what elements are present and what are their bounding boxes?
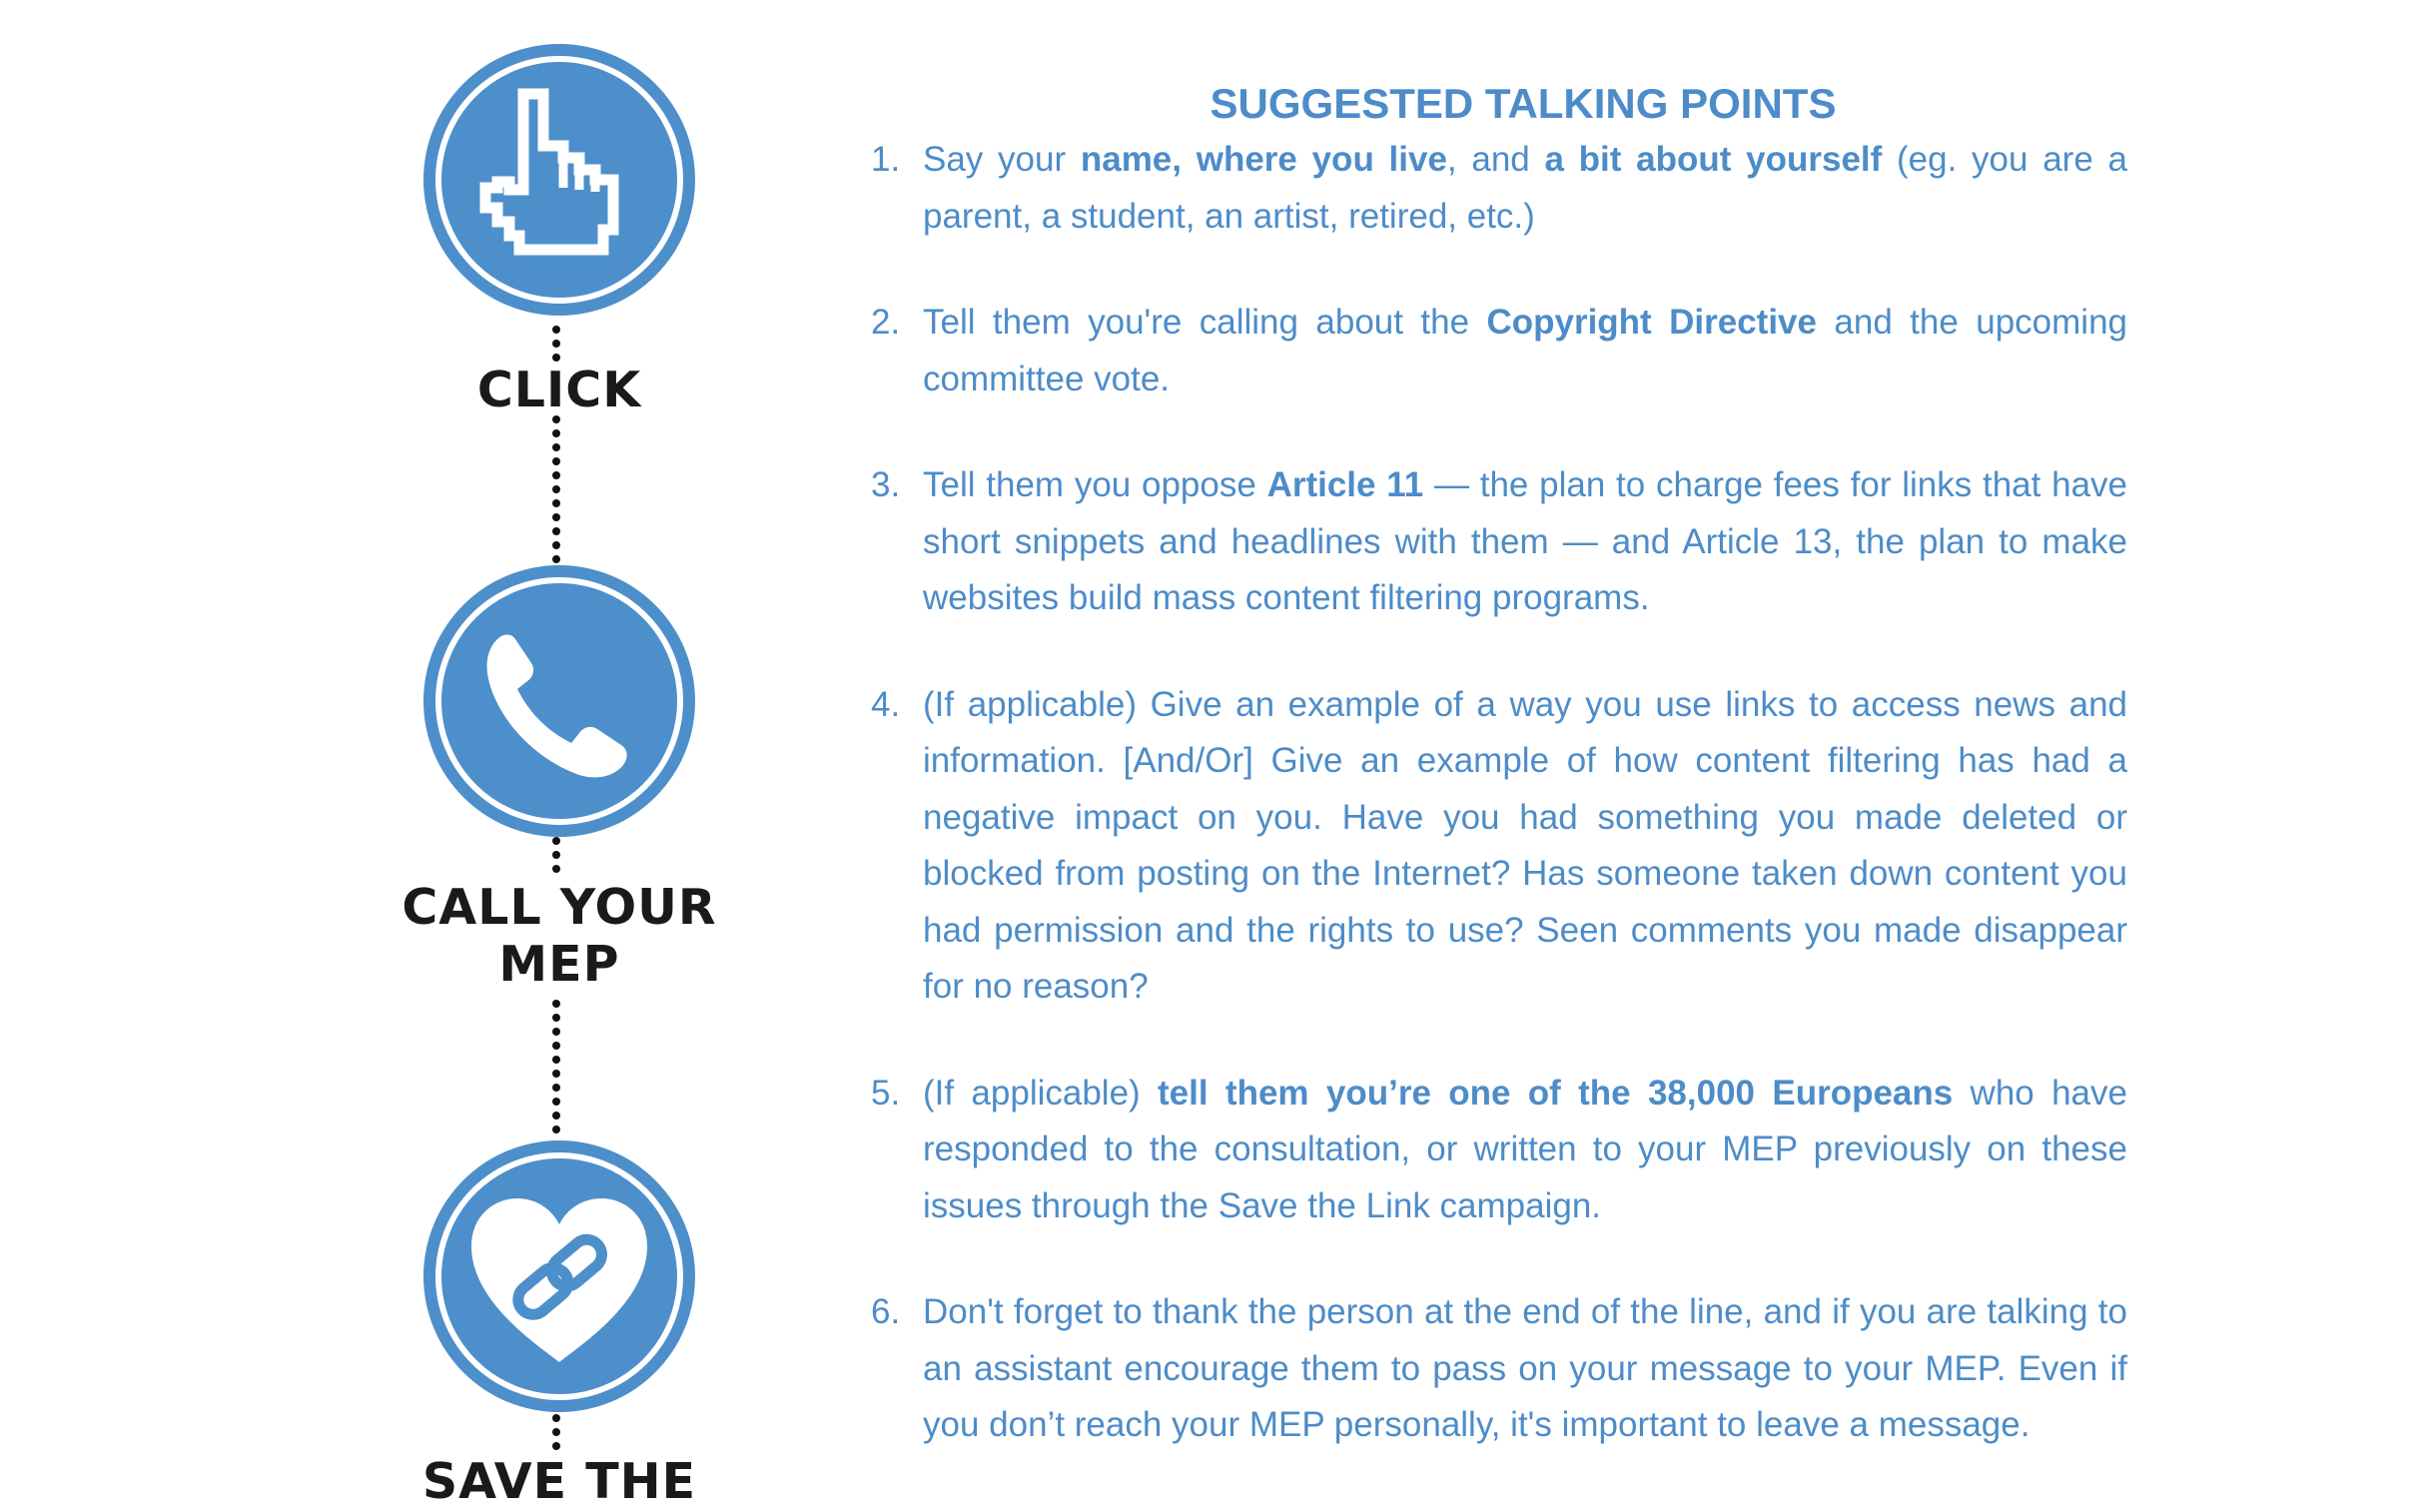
talking-points-list: [859, 132, 2127, 1454]
step-label-call-line1: CALL YOUR: [402, 879, 717, 936]
save-step-circle: [419, 1136, 699, 1416]
step-label-click: CLICK: [476, 362, 642, 418]
steps-illustration: [0, 0, 799, 1512]
talking-point-3: 3. Tell them you oppose Article 11 — the plan to charge fees for links that have short snippets and headlines with them — and Article 13, the plan to make websites build mass content filtering programs.: [871, 465, 2128, 617]
talking-point-6: 6. Don't forget to thank the person at the end of the line, and if you are talking to an assistant encourage them to pass on your message to your MEP. Even if you don’t reach your MEP personally, it's important to leave a message.: [871, 1292, 2127, 1444]
talking-point-2: 2. Tell them you're calling about the Copyright Directive and the upcoming committee vote.: [871, 303, 2127, 398]
talking-point-4: 4. (If applicable) Give an example of a way you use links to access news and information. [And/Or] Give an example of how content filtering has had a negative impact on you. Have you had something you made deleted or blocked from posting on the Internet? Has someone taken down content you had permission and the rights to use? Seen comments you made disappear for no reason?: [871, 684, 2127, 1006]
step-label-save: SAVE THE: [421, 1453, 697, 1510]
talking-points-section: [859, 76, 2127, 1504]
call-step-circle: [419, 561, 699, 841]
talking-point-5: 5. (If applicable) tell them you’re one of the 38,000 Europeans who have responded to the consultation, or written to your MEP previously on these issues through the Save the Link campaign.: [871, 1073, 2127, 1225]
step-label-call-line2: MEP: [498, 936, 620, 993]
talking-points-title: SUGGESTED TALKING POINTS: [1210, 80, 1837, 127]
talking-point-1: 1. Say your name, where you live, and a bit about yourself (eg. you are a parent, a student, an artist, retired, etc.): [871, 140, 2127, 236]
step-label-call: [360, 879, 759, 993]
click-step-circle: [419, 40, 699, 320]
